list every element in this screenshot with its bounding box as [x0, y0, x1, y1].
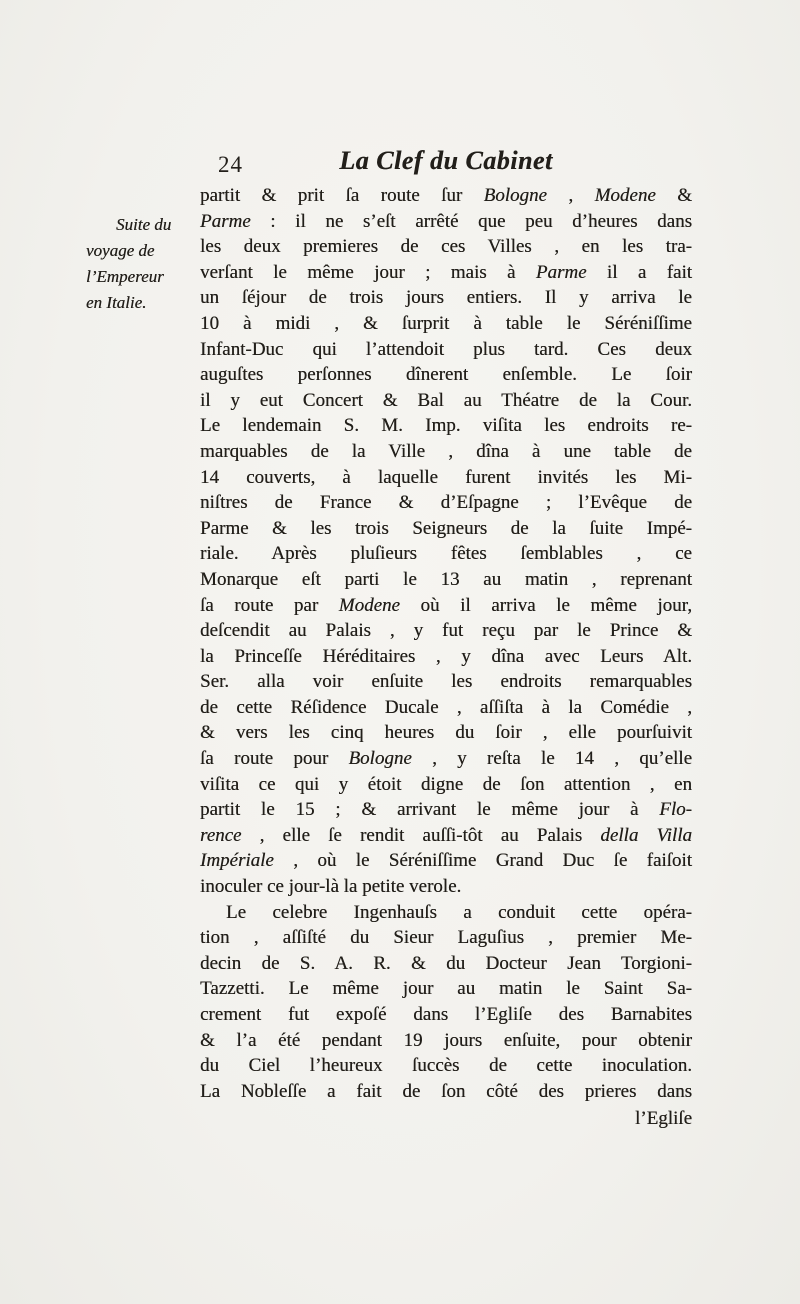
text-line: du Ciel l’heureux ſuccès de cette inoculation. — [200, 1055, 692, 1077]
text-line: Monarque eſt parti le 13 au matin , reprenant — [200, 568, 692, 590]
text-line: tion , aſſiſté du Sieur Laguſius , premier Me- — [200, 927, 692, 949]
catchword: l’Egliſe — [635, 1108, 692, 1129]
text-line: Impériale , où le Séréniſſime Grand Duc ſe faiſoit — [200, 850, 692, 872]
text-line: 14 couverts, à laquelle furent invités les Mi- — [200, 466, 692, 488]
text-line: crement fut expoſé dans l’Egliſe des Barnabites — [200, 1004, 692, 1025]
text-line: il y eut Concert & Bal au Théatre de la Cour. — [200, 389, 692, 411]
text-line: La Nobleſſe a fait de ſon côté des prieres dans — [200, 1080, 692, 1102]
text-line: partit & prit ſa route ſur Bologne , Modene & — [200, 185, 693, 206]
text-line: inoculer ce jour-là la petite verole. — [200, 876, 462, 898]
text-line: Parme & les trois Seigneurs de la ſuite Impé- — [200, 517, 692, 539]
text-line: ſa route par Modene où il arriva le même jour, — [200, 594, 692, 616]
text-line: viſita ce qui y étoit digne de ſon attention , en — [200, 773, 692, 795]
page-number: 24 — [218, 152, 243, 177]
page-header — [200, 146, 692, 184]
text-line: la Princeſſe Héréditaires , y dîna avec Leurs Alt. — [200, 645, 692, 667]
text-line: 10 à midi , & ſurprit à table le Séréniſſime — [200, 312, 692, 334]
text-line: & vers les cinq heures du ſoir , elle pourſuivit — [200, 722, 692, 744]
text-line: Infant-Duc qui l’attendoit plus tard. Ces deux — [200, 338, 692, 360]
text-line: Le lendemain S. M. Imp. viſita les endroits re- — [200, 415, 692, 437]
margin-note-line: Suite du — [116, 215, 172, 234]
text-line: de cette Réſidence Ducale , aſſiſta à la Comédie , — [200, 696, 692, 718]
running-title: La Clef du Cabinet — [339, 146, 553, 175]
text-line: ſa route pour Bologne , y reſta le 14 , qu’elle — [200, 748, 693, 770]
text-line: riale. Après pluſieurs fêtes ſemblables , ce — [200, 543, 692, 565]
text-line: niſtres de France & d’Eſpagne ; l’Evêque de — [200, 492, 692, 514]
text-line: decin de S. A. R. & du Docteur Jean Torgioni- — [200, 952, 692, 974]
text-line: marquables de la Ville , dîna à une table de — [200, 440, 692, 462]
text-line: Le celebre Ingenhauſs a conduit cette opéra- — [226, 901, 692, 923]
text-line: deſcendit au Palais , y fut reçu par le Prince & — [200, 620, 692, 642]
text-line: verſant le même jour ; mais à Parme il a fait — [200, 261, 693, 283]
text-line: un ſéjour de trois jours entiers. Il y arriva le — [200, 287, 692, 309]
text-line: & l’a été pendant 19 jours enſuite, pour obtenir — [200, 1029, 692, 1051]
text-line: auguſtes perſonnes dînerent enſemble. Le ſoir — [200, 364, 692, 386]
margin-note-line: voyage de — [86, 241, 155, 260]
margin-note — [86, 212, 194, 316]
text-line: Ser. alla voir enſuite les endroits remarquables — [200, 671, 692, 693]
text-line: les deux premieres de ces Villes , en les tra- — [200, 236, 692, 258]
text-line: Tazzetti. Le même jour au matin le Saint Sa- — [200, 978, 692, 1000]
text-line: Parme : il ne s’eſt arrêté que peu d’heures dans — [200, 210, 692, 232]
margin-note-line: en Italie. — [86, 293, 147, 312]
margin-note-line: l’Empereur — [86, 267, 164, 286]
text-line: partit le 15 ; & arrivant le même jour à Flo- — [200, 799, 692, 821]
body-text — [200, 183, 692, 1104]
text-line: rence , elle ſe rendit auſſi-tôt au Palais della Villa — [200, 824, 692, 846]
